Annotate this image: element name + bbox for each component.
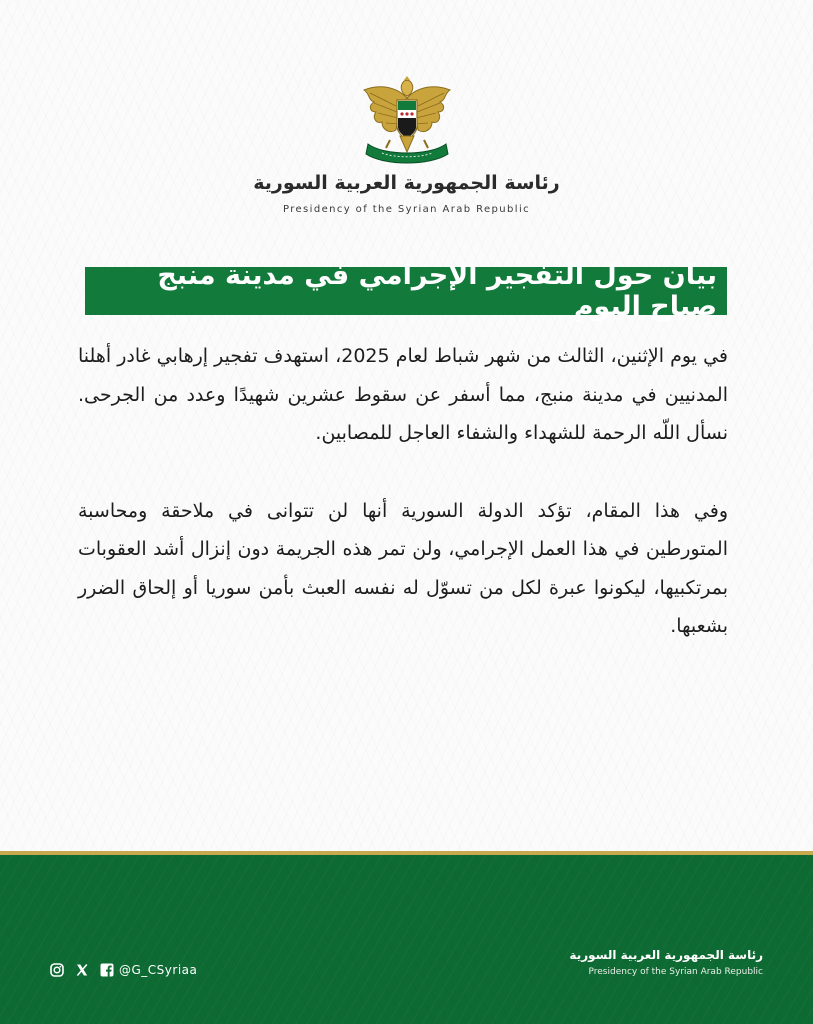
facebook-icon[interactable] xyxy=(100,963,114,977)
eagle-emblem-icon xyxy=(360,76,454,166)
footer-org-name-arabic: رئاسة الجمهورية العربية السورية xyxy=(569,948,763,962)
statement-title-bar xyxy=(85,260,727,322)
social-handle[interactable]: @G_CSyriaa xyxy=(119,963,198,977)
statement-body xyxy=(78,337,728,685)
footer xyxy=(0,855,813,1024)
footer-org-name-english: Presidency of the Syrian Arab Republic xyxy=(588,967,763,977)
x-icon[interactable] xyxy=(75,963,89,977)
statement-title: بيان حول التفجير الإجرامي في مدينة منبج صباح اليوم xyxy=(157,260,717,322)
body-paragraph: وفي هذا المقام، تؤكد الدولة السورية أنها لن تتوانى في ملاحقة ومحاسبة المتورطين في هذا العمل الإجرامي، ولن تمر هذه الجريمة دون إنزال أشد العقوبات بمرتكبيها، ليكونوا عبرة لكل من تسوّل له نفسه العبث بأمن سوريا أو إلحاق الضرر بشعبها. xyxy=(78,499,728,637)
social-links xyxy=(50,961,197,979)
instagram-icon[interactable] xyxy=(50,963,64,977)
org-name-arabic: رئاسة الجمهورية العربية السورية xyxy=(253,172,560,194)
org-name-english: Presidency of the Syrian Arab Republic xyxy=(282,204,531,215)
body-paragraph: في يوم الإثنين، الثالث من شهر شباط لعام 2025، استهدف تفجير إرهابي غادر أهلنا المدنيين في مدينة منبج، مما أسفر عن سقوط عشرين شهيدًا وعدد من الجرحى. نسأل اللّه الرحمة للشهداء والشفاء العاجل للمصابين. xyxy=(78,345,728,444)
